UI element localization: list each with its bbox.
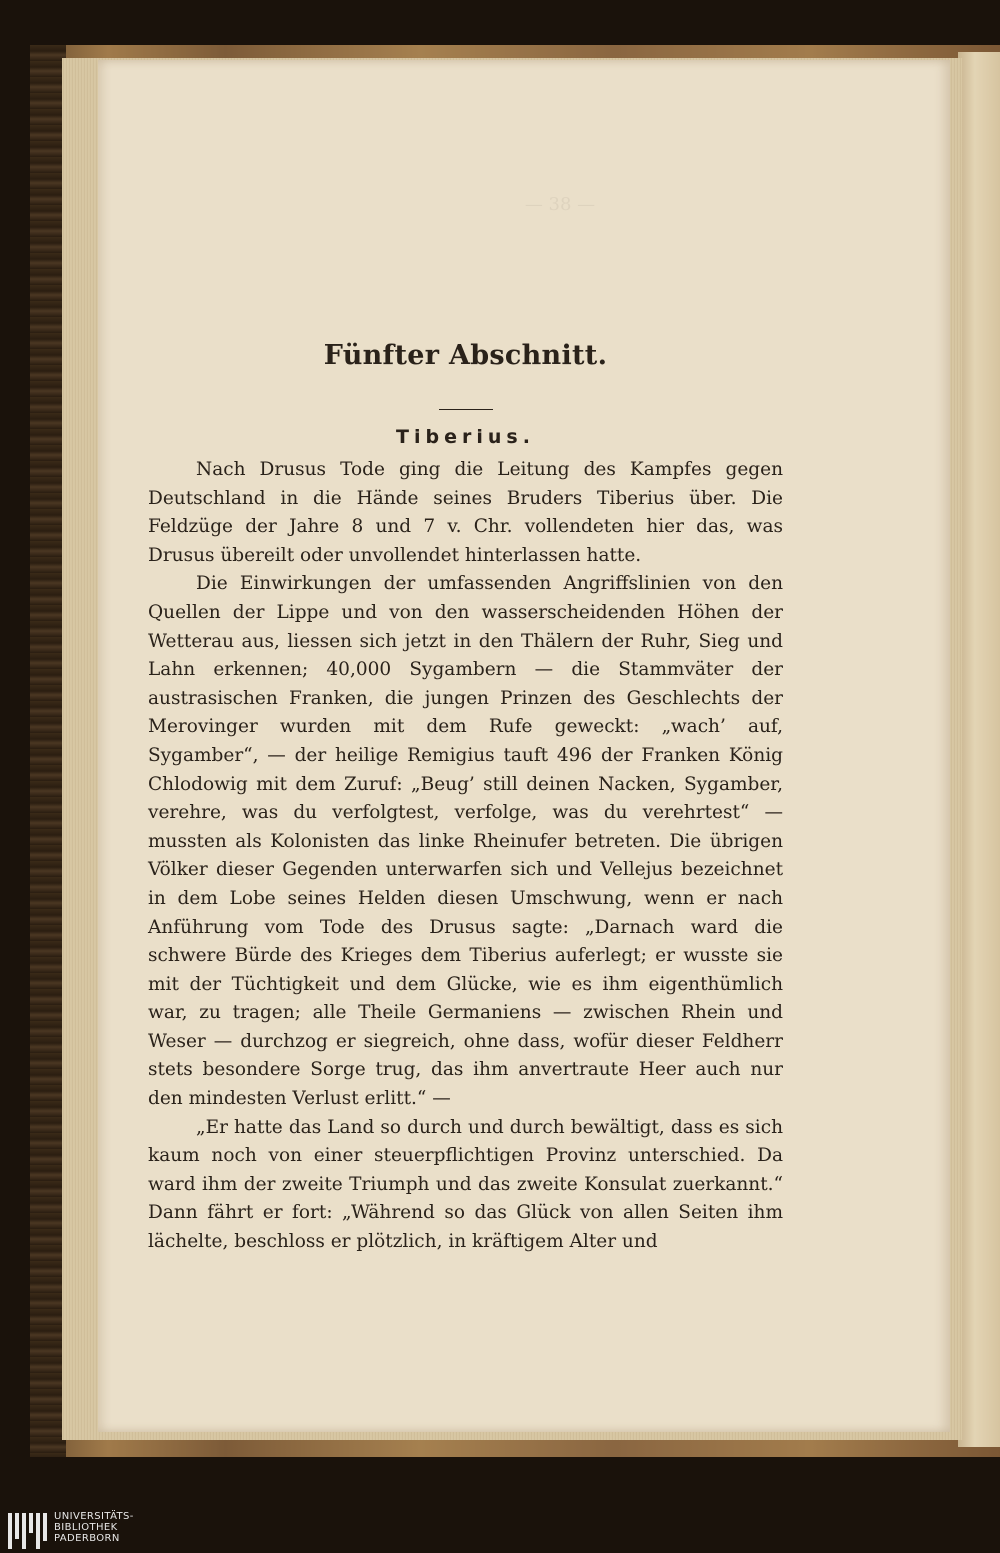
logo-line: UNIVERSITÄTS- [54, 1511, 134, 1522]
library-footer [0, 1503, 1000, 1553]
title-rule [439, 409, 493, 410]
chapter-title: Fünfter Abschnitt. [323, 340, 608, 371]
paragraph: Die Einwirkungen der umfassenden Angriffslinien von den Quellen der Lippe und von den wasserscheidenden Höhen der Wetterau aus, liessen sich jetzt in den Thälern der Ruhr, Sieg und Lahn erkennen; 40,000 Sygambern — die Stammväter der austrasischen Franken, die jungen Prinzen des Geschlechts der Merovinger wurden mit dem Rufe geweckt: „wach’ auf, Sygamber“, — der heilige Remigius tauft 496 der Franken König Chlodowig mit dem Zuruf: „Beug’ still deinen Nacken, Sygamber, verehre, was du verfolgtest, verfolge, was du verehrtest“ — mussten als Kolonisten das linke Rheinufer betreten. Die übrigen Völker dieser Gegenden unterwarfen sich und Vellejus bezeichnet in dem Lobe seines Helden diesen Umschwung, wenn er nach Anführung vom Tode des Drusus sagte: „Darnach ward die schwere Bürde des Krieges dem Tiberius auferlegt; er wusste sie mit der Tüchtigkeit und dem Glücke, wie es ihm eigenthümlich war, zu tragen; alle Theile Germaniens — zwischen Rhein und Weser — durchzog er siegreich, ohne dass, wofür dieser Feldherr stets besondere Sorge trug, das ihm anvertraute Heer auch nur den mindesten Verlust erlitt.“ — [148, 573, 783, 1110]
paragraph: Nach Drusus Tode ging die Leitung des Kampfes gegen Deutschland in die Hände seines Bruders Tiberius über. Die Feldzüge der Jahre 8 und 7 v. Chr. vollendeten hier das, was Drusus übereilt oder unvollendet hinterlassen hatte. [148, 459, 783, 566]
library-logo-icon [8, 1513, 50, 1549]
library-logo-text [54, 1511, 134, 1544]
book-spine [30, 45, 66, 1457]
show-through-text [240, 190, 880, 219]
running-header: — 38 — [524, 194, 596, 215]
logo-line: BIBLIOTHEK [54, 1522, 118, 1533]
page-text [148, 280, 783, 1257]
logo-line: PADERBORN [54, 1533, 120, 1544]
section-title: Tiberius. [396, 426, 535, 448]
facing-page-edge [958, 52, 1000, 1447]
paragraph: „Er hatte das Land so durch und durch bewältigt, dass es sich kaum noch von einer steuerpflichtigen Provinz unterschied. Da ward ihm der zweite Triumph und das zweite Konsulat zuerkannt.“ Dann fährt er fort: „Während so das Glück von allen Seiten ihm lächelte, beschloss er plötzlich, in kräftigem Alter und [148, 1116, 783, 1253]
